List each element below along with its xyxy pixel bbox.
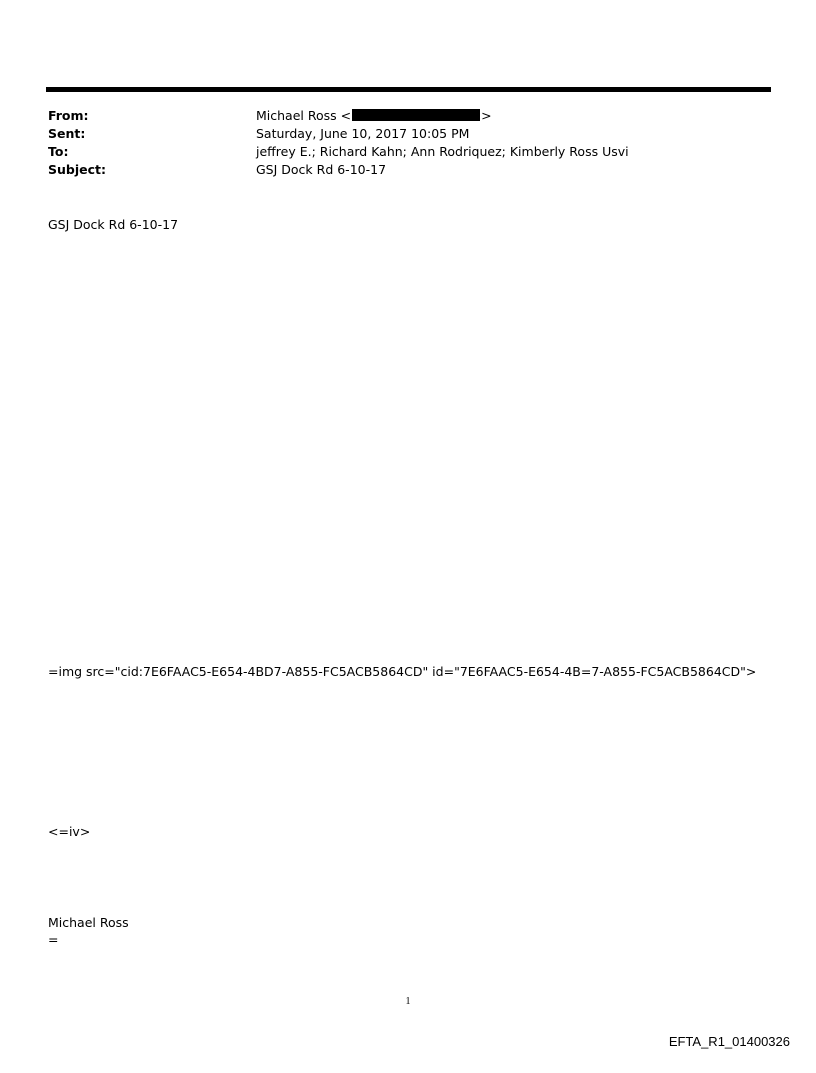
subject-label: Subject: xyxy=(48,162,106,177)
sent-label: Sent: xyxy=(48,126,86,141)
to-value: jeffrey E.; Richard Kahn; Ann Rodriquez; Kimberly Ross Usvi xyxy=(256,144,629,159)
page-number: 1 xyxy=(405,996,411,1007)
from-label: From: xyxy=(48,108,89,123)
sent-value: Saturday, June 10, 2017 10:05 PM xyxy=(256,126,470,141)
from-value xyxy=(256,107,492,125)
subject-value: GSJ Dock Rd 6-10-17 xyxy=(256,162,387,177)
body-eq-line: = xyxy=(48,932,59,947)
body-div-line: <=iv> xyxy=(48,824,91,839)
from-name: Michael Ross < xyxy=(256,108,352,123)
body-subject-line: GSJ Dock Rd 6-10-17 xyxy=(48,217,179,232)
header-rule xyxy=(46,87,771,92)
bates-number: EFTA_R1_01400326 xyxy=(668,1034,790,1049)
from-suffix: > xyxy=(481,108,492,123)
redaction-bar xyxy=(352,109,480,121)
signature-name: Michael Ross xyxy=(48,915,129,930)
body-img-line: =img src="cid:7E6FAAC5-E654-4BD7-A855-FC5ACB5864CD" id="7E6FAAC5-E654-4B=7-A855-FC5ACB5864CD"> xyxy=(48,664,757,679)
to-label: To: xyxy=(48,144,69,159)
